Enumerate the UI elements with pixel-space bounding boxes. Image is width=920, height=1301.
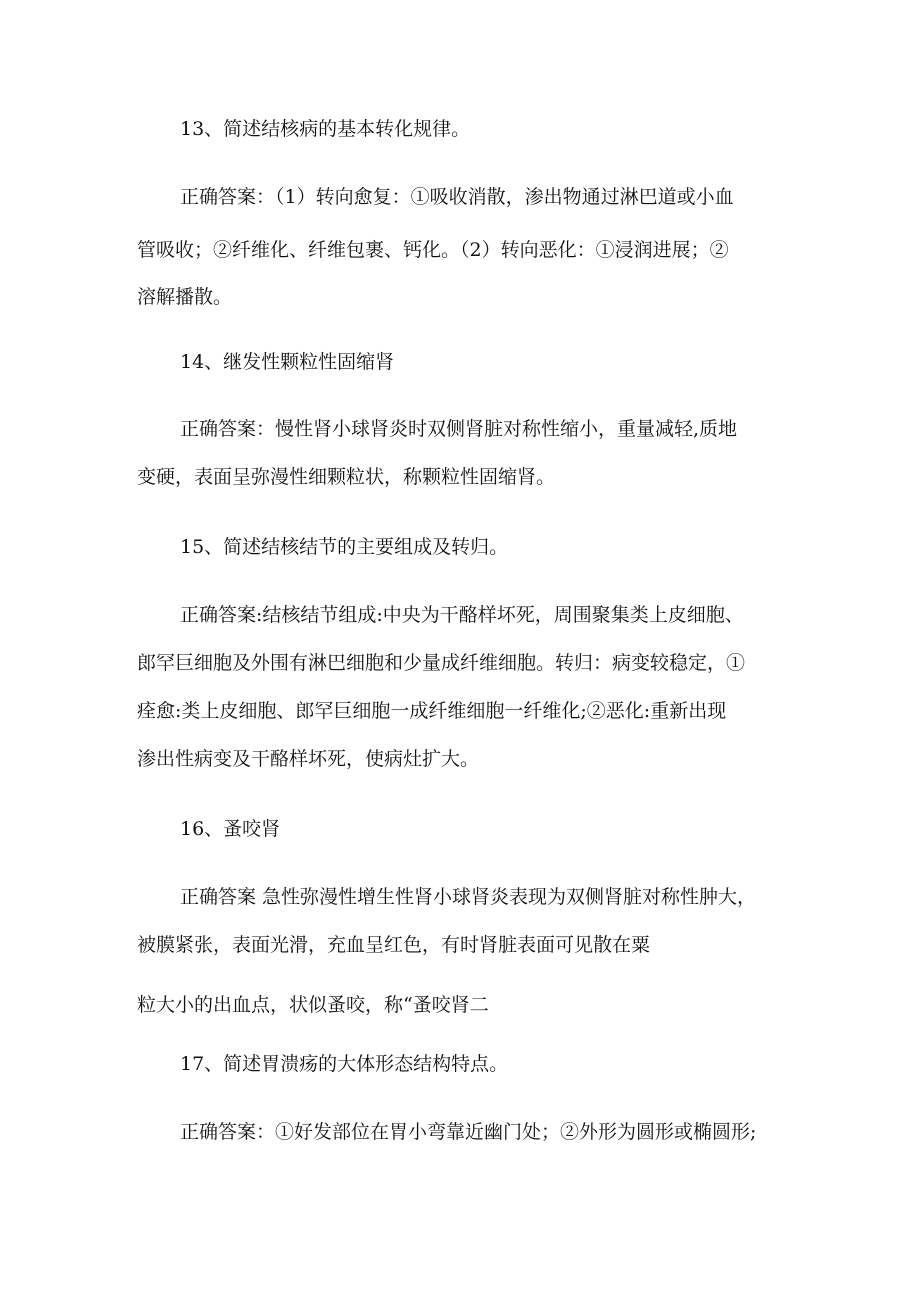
question-15: 15、简述结核结节的主要组成及转归。: [180, 536, 509, 558]
answer-14-line-2: 变硬，表面呈弥漫性细颗粒状，称颗粒性固缩肾。: [137, 466, 556, 488]
question-14: 14、继发性颗粒性固缩肾: [180, 351, 395, 373]
answer-13-line-2: 管吸收；②纤维化、纤维包裹、钙化。（2）转向恶化：①浸润进展；②: [137, 239, 729, 261]
answer-13-line-1: 正确答案：（1）转向愈复：①吸收消散，渗出物通过淋巴道或小血: [180, 186, 734, 208]
answer-16-line-1: 正确答案 急性弥漫性增生性肾小球肾炎表现为双侧肾脏对称性肿大，: [180, 886, 757, 908]
answer-15-line-4: 渗出性病变及干酪样坏死，使病灶扩大。: [137, 748, 480, 770]
question-13: 13、简述结核病的基本转化规律。: [180, 118, 471, 140]
answer-16-line-3: 粒大小的出血点，状似蚤咬，称“蚤咬肾二: [137, 994, 489, 1016]
question-17: 17、简述胃溃疡的大体形态结构特点。: [180, 1053, 509, 1075]
answer-15-line-1: 正确答案:结核结节组成:中央为干酪样坏死，周围聚集类上皮细胞、: [180, 604, 744, 626]
question-16: 16、蚤咬肾: [180, 818, 281, 840]
answer-16-line-2: 被膜紧张，表面光滑，充血呈红色，有时肾脏表面可见散在粟: [137, 934, 651, 956]
answer-15-line-3: 痊愈:类上皮细胞、郎罕巨细胞一成纤维细胞一纤维化;②恶化:重新出现: [137, 700, 727, 722]
answer-17-line-1: 正确答案：①好发部位在胃小弯靠近幽门处；②外形为圆形或椭圆形;: [180, 1121, 757, 1143]
answer-14-line-1: 正确答案：慢性肾小球肾炎时双侧肾脏对称性缩小，重量减轻,质地: [180, 418, 738, 440]
answer-15-line-2: 郎罕巨细胞及外围有淋巴细胞和少量成纤维细胞。转归：病变较稳定，①: [137, 652, 746, 674]
answer-13-line-3: 溶解播散。: [137, 286, 233, 308]
